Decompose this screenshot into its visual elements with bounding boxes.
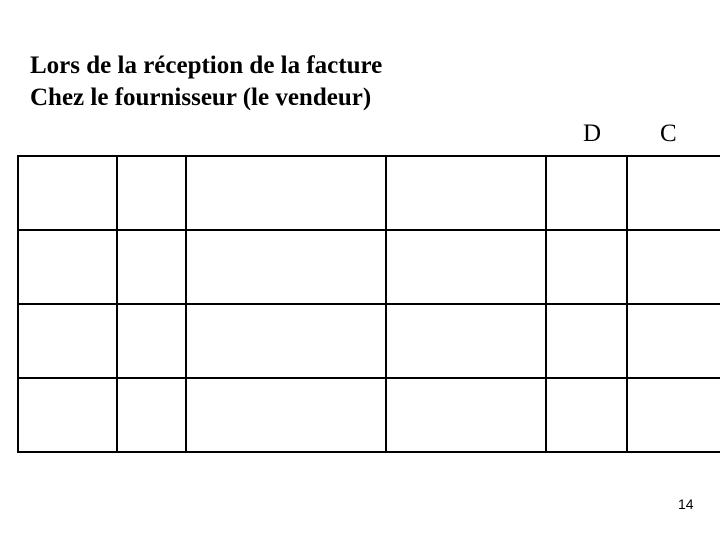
table-cell xyxy=(186,378,386,452)
table-row xyxy=(18,156,720,230)
table-cell xyxy=(186,156,386,230)
table-cell xyxy=(117,156,186,230)
table-cell xyxy=(386,156,546,230)
page-number: 14 xyxy=(678,496,694,512)
table-row xyxy=(18,230,720,304)
table-cell xyxy=(18,378,117,452)
debit-column-header: D xyxy=(583,120,602,147)
table-row xyxy=(18,304,720,378)
table-cell xyxy=(386,378,546,452)
table-cell xyxy=(186,304,386,378)
table-cell xyxy=(546,156,627,230)
table-cell xyxy=(18,230,117,304)
title-line-2: Chez le fournisseur (le vendeur) xyxy=(30,84,372,111)
table-cell xyxy=(627,156,720,230)
credit-column-header: C xyxy=(660,120,677,147)
table-cell xyxy=(386,230,546,304)
journal-entry-table xyxy=(17,155,720,453)
table-cell xyxy=(186,230,386,304)
table-row xyxy=(18,378,720,452)
table-cell xyxy=(117,304,186,378)
table-cell xyxy=(627,230,720,304)
title-line-1: Lors de la réception de la facture xyxy=(30,52,383,79)
table-cell xyxy=(546,304,627,378)
table-cell xyxy=(18,156,117,230)
table-cell xyxy=(546,230,627,304)
table-cell xyxy=(627,304,720,378)
table-cell xyxy=(546,378,627,452)
slide-title xyxy=(30,50,382,114)
table-cell xyxy=(117,230,186,304)
table-cell xyxy=(18,304,117,378)
table-cell xyxy=(627,378,720,452)
table-cell xyxy=(117,378,186,452)
table-cell xyxy=(386,304,546,378)
